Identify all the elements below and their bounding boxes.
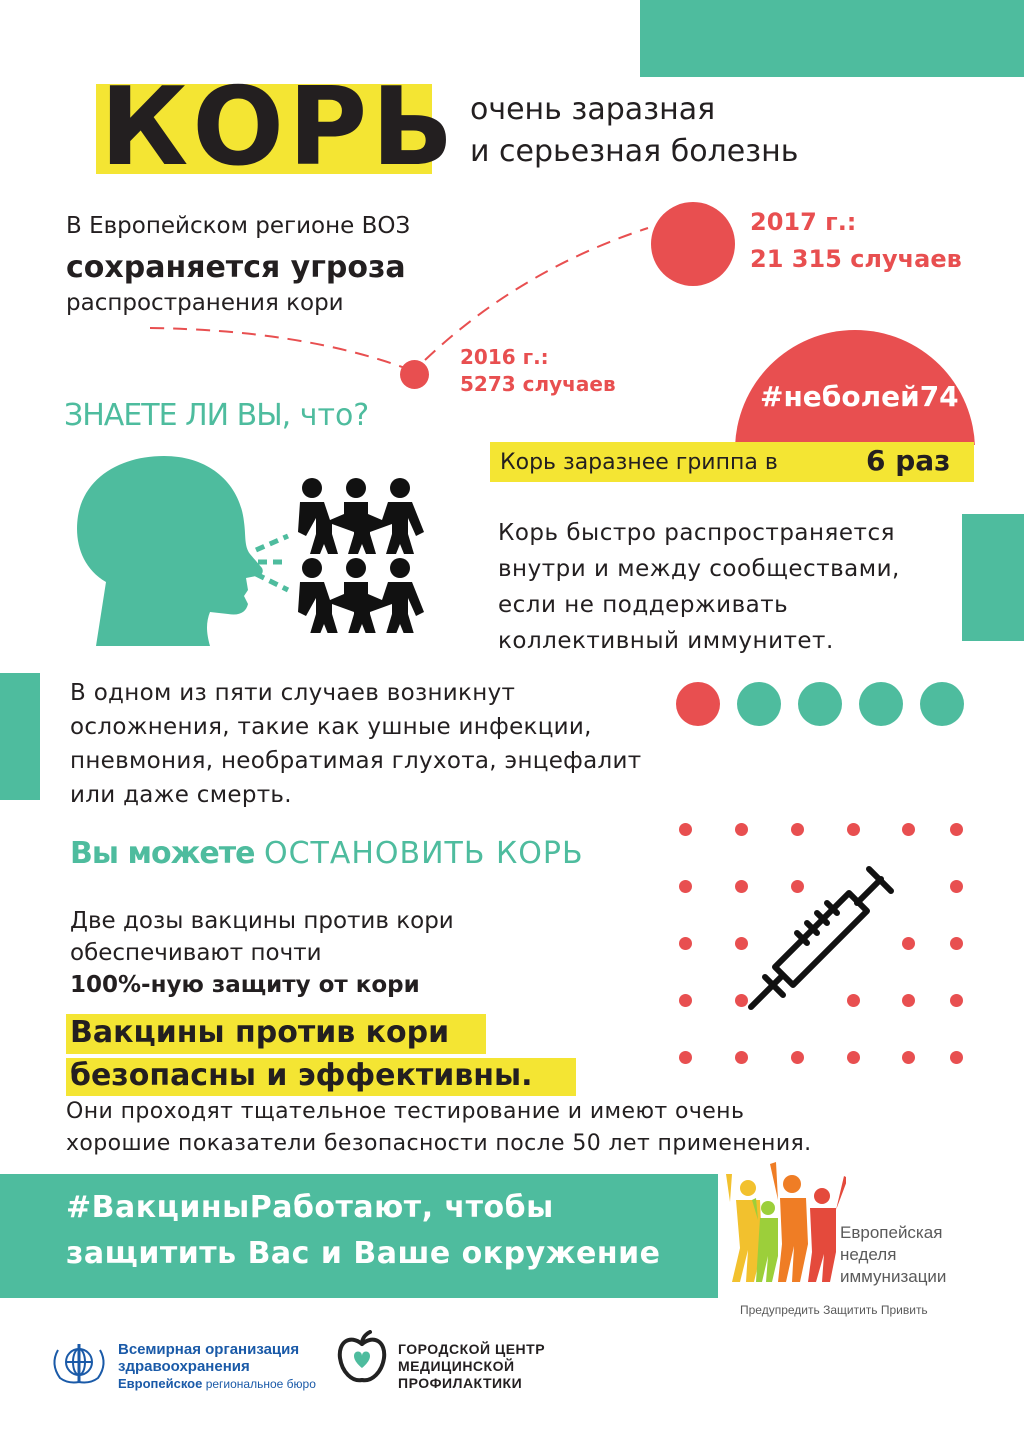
apple-heart-logo-icon [336, 1330, 388, 1386]
cases-2016-marker [400, 360, 429, 389]
eiw-line-2: неделя [840, 1245, 897, 1264]
stop-heading [70, 836, 584, 871]
flu-value: 6 раз [866, 444, 951, 477]
label-2017-year: 2017 г.: [750, 208, 857, 236]
subtitle-line-1: очень заразная [470, 92, 716, 127]
doses-line-3: 100%-ную защиту от кори [70, 972, 420, 998]
banner-line-2: защитить Вас и Ваше окружение [66, 1236, 661, 1271]
grid-dot [679, 880, 692, 893]
spread-text [498, 515, 900, 659]
gcmp-line-1: ГОРОДСКОЙ ЦЕНТР [398, 1341, 546, 1357]
gcmp-line-2: МЕДИЦИНСКОЙ [398, 1358, 515, 1374]
gcmp-text [398, 1341, 545, 1392]
syringe-icon [745, 865, 895, 1015]
doses-text [70, 905, 454, 1001]
left-teal-block [0, 673, 40, 800]
doses-line-2: обеспечивают почти [70, 940, 322, 966]
testing-text [66, 1096, 812, 1160]
spread-line-2: внутри и между сообществами, [498, 556, 900, 582]
threat-line-2: сохраняется угроза [66, 250, 406, 285]
grid-dot [847, 1051, 860, 1064]
who-line-3 [118, 1375, 316, 1393]
banner-line-1: #ВакциныРаботают, чтобы [66, 1190, 554, 1225]
page-title: КОРЬ [100, 65, 458, 190]
grid-dot [950, 1051, 963, 1064]
stop-heading-b: ОСТАНОВИТЬ КОРЬ [263, 836, 584, 871]
cases-2017-marker [651, 202, 735, 286]
gcmp-line-3: ПРОФИЛАКТИКИ [398, 1375, 523, 1391]
ratio-dot-teal [737, 682, 781, 726]
who-line-1: Всемирная организация [118, 1341, 300, 1358]
grid-dot [791, 823, 804, 836]
grid-dot [679, 1051, 692, 1064]
eiw-text [840, 1222, 946, 1288]
ratio-dot-red [676, 682, 720, 726]
complications-line-2: осложнения, такие как ушные инфекции, [70, 714, 592, 740]
did-you-know-heading [64, 398, 369, 433]
grid-dot [950, 823, 963, 836]
grid-dot [735, 823, 748, 836]
grid-dot [679, 823, 692, 836]
who-line-2: здравоохранения [118, 1358, 250, 1375]
complications-text [70, 676, 642, 812]
grid-dot [950, 994, 963, 1007]
stop-heading-a: Вы можете [70, 836, 264, 871]
safe-line-1: Вакцины против кори [70, 1015, 450, 1050]
ratio-dot-teal [798, 682, 842, 726]
grid-dot [735, 1051, 748, 1064]
who-emblem-icon [48, 1340, 110, 1386]
grid-dot [902, 823, 915, 836]
grid-dot [902, 937, 915, 950]
ratio-dot-teal [920, 682, 964, 726]
eiw-line-1: Европейская [840, 1223, 943, 1242]
ratio-dot-teal [859, 682, 903, 726]
spread-line-1: Корь быстро распространяется [498, 520, 895, 546]
subtitle-line-2: и серьезная болезнь [470, 134, 799, 169]
complications-line-4: или даже смерть. [70, 782, 292, 808]
grid-dot [902, 994, 915, 1007]
grid-dot [847, 823, 860, 836]
head-silhouette-icon [60, 450, 290, 650]
did-you-know-tail: что? [290, 398, 370, 433]
label-2016-cases: 5273 случаев [460, 372, 616, 396]
flu-text: Корь заразнее гриппа в [500, 450, 778, 475]
complications-line-1: В одном из пяти случаев возникнут [70, 680, 516, 706]
who-text [118, 1341, 316, 1393]
testing-line-1: Они проходят тщательное тестирование и имеют очень [66, 1099, 745, 1124]
immunization-week-figures-logo [726, 1160, 846, 1290]
grid-dot [902, 1051, 915, 1064]
grid-dot [950, 880, 963, 893]
hashtag-text: #неболей74 [760, 380, 959, 413]
threat-line-1: В Европейском регионе ВОЗ [66, 213, 411, 239]
grid-dot [679, 994, 692, 1007]
label-2017-cases: 21 315 случаев [750, 245, 962, 273]
complications-line-3: пневмония, необратимая глухота, энцефалит [70, 748, 642, 774]
spread-line-4: коллективный иммунитет. [498, 628, 834, 654]
eiw-slogan: Предупредить Защитить Привить [740, 1303, 928, 1317]
people-group-icon [290, 478, 430, 633]
threat-line-3: распространения кори [66, 290, 344, 316]
did-you-know-caps: ЗНАЕТЕ ЛИ ВЫ, [64, 398, 291, 433]
right-teal-block [962, 514, 1024, 641]
grid-dot [950, 937, 963, 950]
grid-dot [791, 1051, 804, 1064]
testing-line-2: хорошие показатели безопасности после 50 лет применения. [66, 1131, 812, 1156]
eiw-line-3: иммунизации [840, 1267, 947, 1286]
grid-dot [679, 937, 692, 950]
safe-line-2: безопасны и эффективны. [70, 1058, 533, 1093]
label-2016-year: 2016 г.: [460, 345, 549, 369]
who-line-3a: Европейское [118, 1376, 203, 1391]
who-line-3b: региональное бюро [202, 1377, 316, 1391]
spread-line-3: если не поддерживать [498, 592, 789, 618]
doses-line-1: Две дозы вакцины против кори [70, 908, 454, 934]
